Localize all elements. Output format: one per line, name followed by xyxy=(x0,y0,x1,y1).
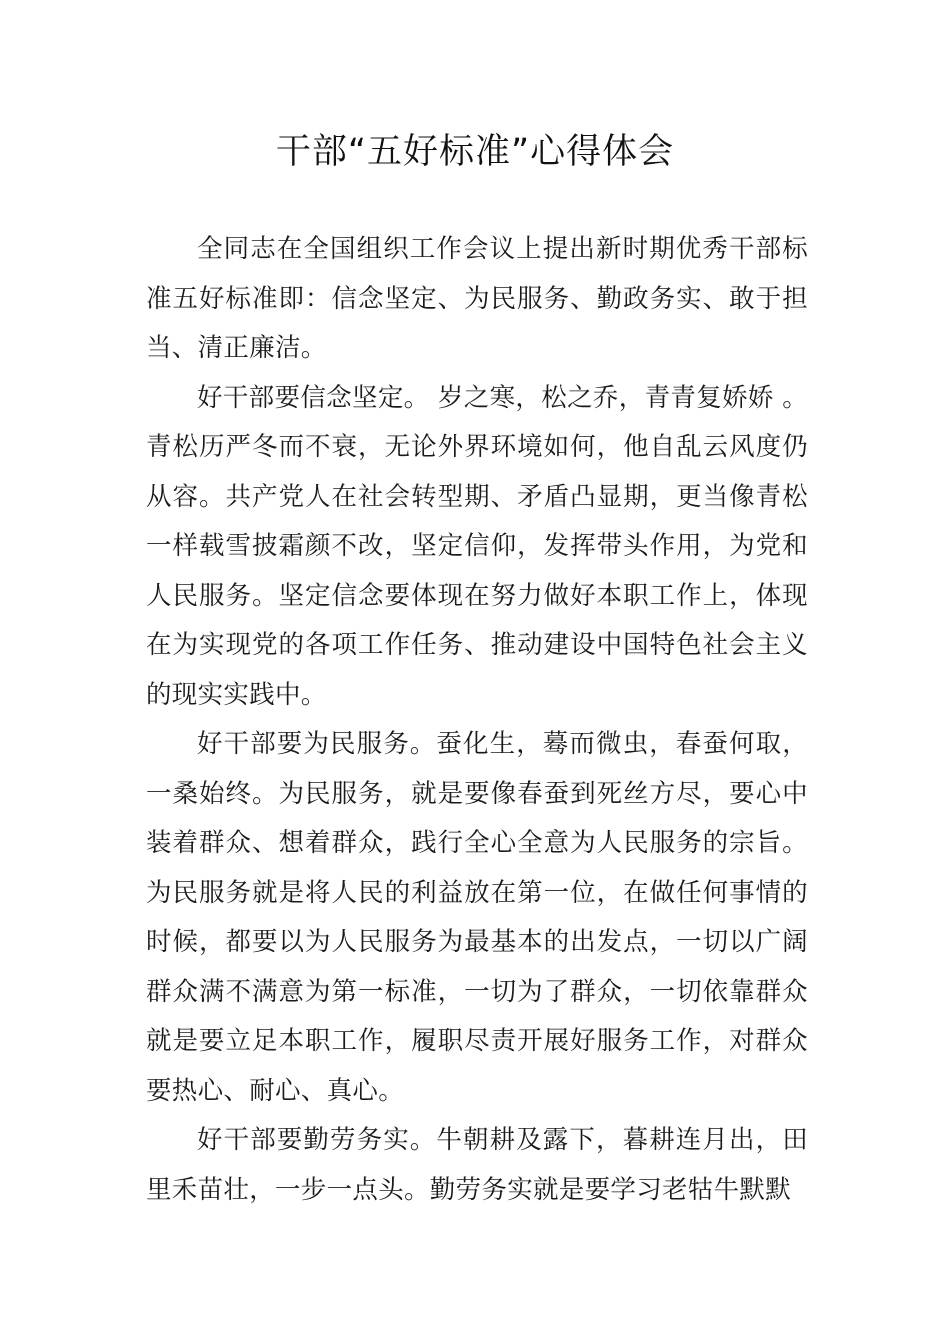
paragraph-diligent-practical: 好干部要勤劳务实。牛朝耕及露下，暮耕连月出，田里禾苗壮，一步一点头。勤劳务实就是要学习老牯牛默默 xyxy=(146,1125,808,1205)
document-body xyxy=(146,225,808,1215)
paragraph-firm-belief: 好干部要信念坚定。 岁之寒，松之乔，青青复娇娇 。青松历严冬而不衰，无论外界环境如何，他自乱云风度仍从容。共产党人在社会转型期、矛盾凸显期，更当像青松一样载雪披霜颜不改，坚定信仰，发挥带头作用，为党和人民服务。坚定信念要体现在努力做好本职工作上，体现在为实现党的各项工作任务、推动建设中国特色社会主义的现实实践中。 xyxy=(146,382,808,710)
paragraph-intro: 全同志在全国组织工作会议上提出新时期优秀干部标准五好标准即：信念坚定、为民服务、勤政务实、敢于担当、清正廉洁。 xyxy=(146,234,808,363)
document-title: 干部“五好标准”心得体会 xyxy=(275,132,675,172)
paragraph-serve-people: 好干部要为民服务。蚕化生，蓦而微虫，春蚕何取，一桑始终。为民服务，就是要像春蚕到死丝方尽，要心中装着群众、想着群众，践行全心全意为人民服务的宗旨。为民服务就是将人民的利益放在第一位，在做任何事情的时候，都要以为人民服务为最基本的出发点，一切以广阔群众满不满意为第一标准，一切为了群众，一切依靠群众就是要立足本职工作，履职尽责开展好服务工作，对群众要热心、耐心、真心。 xyxy=(146,729,808,1106)
